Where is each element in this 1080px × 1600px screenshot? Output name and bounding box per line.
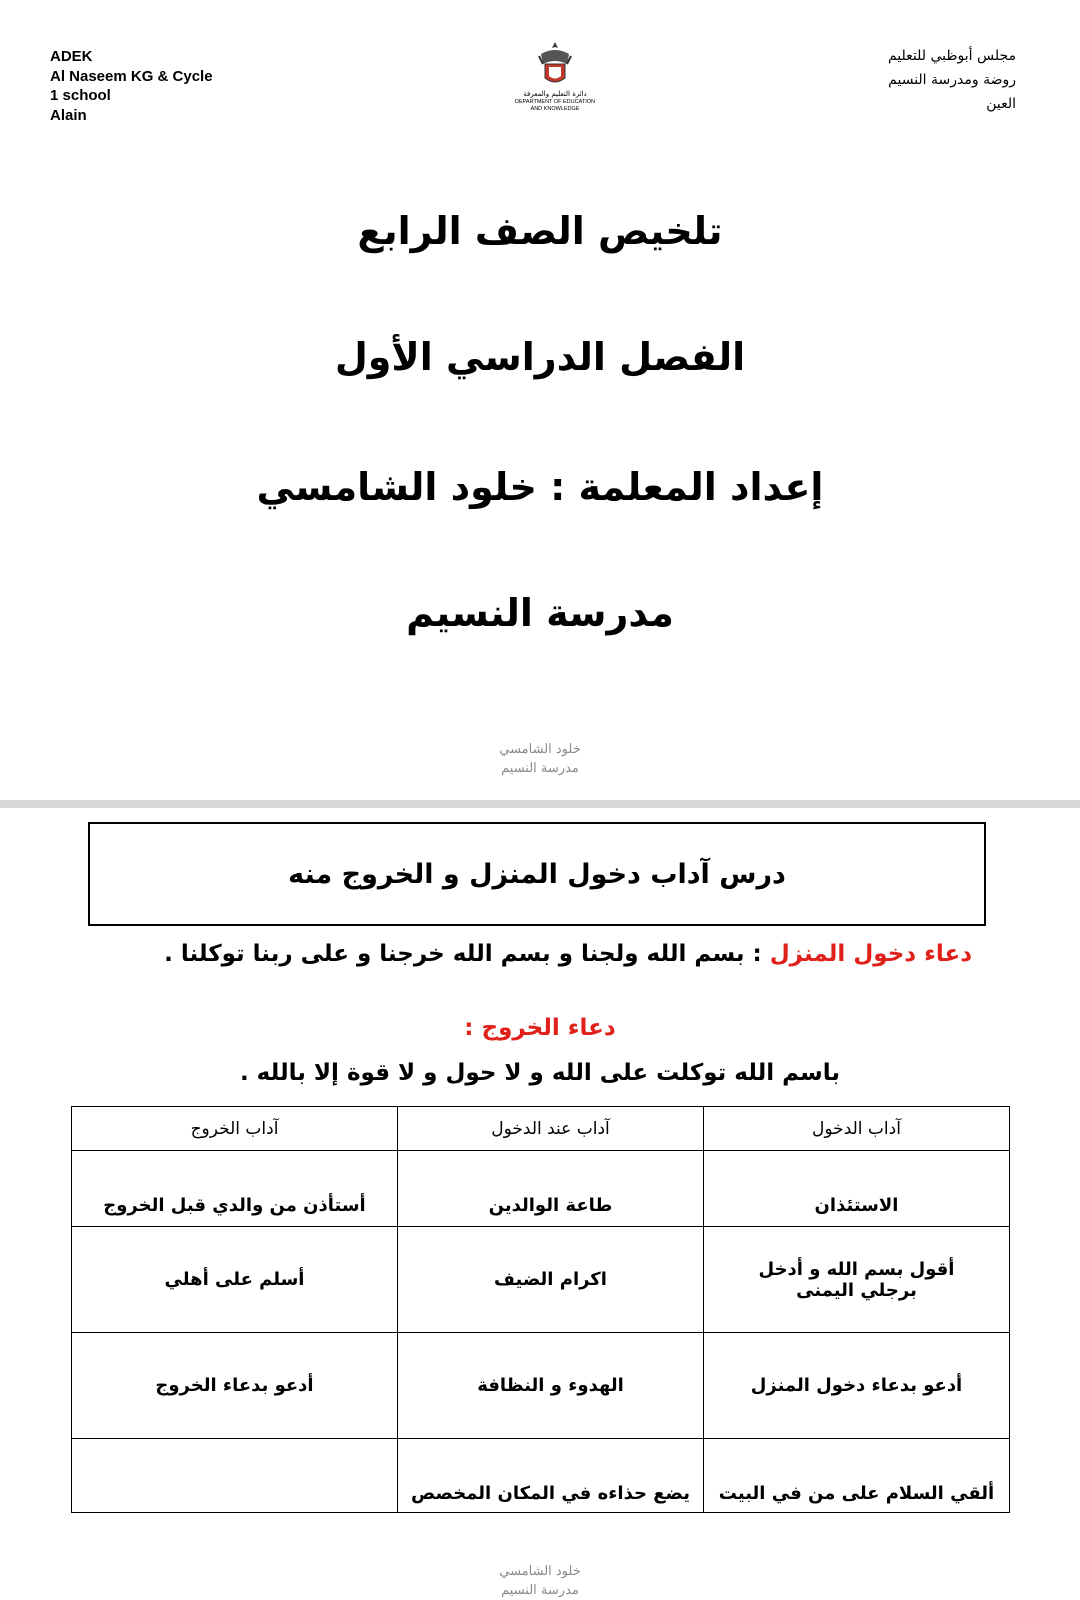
entry-dua-label: دعاء دخول المنزل (769, 941, 972, 967)
page-separator (0, 800, 1080, 808)
table-cell: أقول بسم الله و أدخل برجلي اليمنى (704, 1227, 1010, 1333)
cover-teacher: إعداد المعلمة : خلود الشامسي (256, 465, 824, 509)
table-cell: أدعو بدعاء دخول المنزل (704, 1333, 1010, 1439)
table-row (72, 1227, 1010, 1333)
cover-school: مدرسة النسيم (406, 591, 674, 635)
table-cell (72, 1439, 398, 1513)
watermark-line: خلود الشامسي (499, 1564, 581, 1579)
watermark-line: مدرسة النسيم (501, 1583, 579, 1598)
logo-english-text-2: AND KNOWLEDGE (530, 106, 580, 112)
table-cell: يضع حذاءه في المكان المخصص (398, 1439, 704, 1513)
header-english (50, 47, 213, 125)
table-row (72, 1333, 1010, 1439)
header-en-line: Alain (50, 106, 87, 124)
table-cell: طاعة الوالدين (398, 1151, 704, 1227)
table-header-cell: آداب الدخول (704, 1107, 1010, 1151)
header-en-line: Al Naseem KG & Cycle (50, 67, 213, 85)
lesson-page (0, 808, 1080, 1599)
entry-dua-text: : بسم الله ولجنا و بسم الله خرجنا و على ربنا توكلنا . (164, 941, 770, 967)
table-cell: الاستئذان (704, 1151, 1010, 1227)
header-en-line: 1 school (50, 87, 111, 104)
table-header-cell: آداب الخروج (72, 1107, 398, 1151)
lesson-title-box (88, 822, 986, 926)
table-cell: الهدوء و النظافة (398, 1333, 704, 1439)
watermark (0, 740, 1080, 778)
header-ar-line: العين (986, 96, 1016, 112)
header-arabic (888, 44, 1016, 116)
logo-arabic-text: دائرة التعليم والمعرفة (523, 90, 587, 98)
table-cell: اكرام الضيف (398, 1227, 704, 1333)
watermark-line: خلود الشامسي (499, 742, 581, 757)
entry-dua (72, 936, 972, 972)
table-cell: أستأذن من والدي قبل الخروج (72, 1151, 398, 1227)
watermark-line: مدرسة النسيم (501, 761, 579, 776)
table-cell: أدعو بدعاء الخروج (72, 1333, 398, 1439)
table-cell: ألقي السلام على من في البيت (704, 1439, 1010, 1513)
ministry-logo (505, 40, 605, 120)
watermark (0, 1562, 1080, 1600)
table-header-row (72, 1107, 1010, 1151)
header-ar-line: مجلس أبوظبي للتعليم (887, 48, 1016, 64)
logo-english-text-1: DEPARTMENT OF EDUCATION (515, 99, 595, 105)
exit-dua-text: باسم الله توكلت على الله و لا حول و لا قوة إلا بالله . (239, 1060, 841, 1086)
falcon-emblem-icon (535, 40, 575, 90)
manners-table (71, 1106, 1010, 1513)
exit-dua-label: دعاء الخروج : (464, 1015, 616, 1041)
table-row (72, 1151, 1010, 1227)
table-row (72, 1439, 1010, 1513)
header-en-line: ADEK (50, 48, 93, 65)
lesson-title: درس آداب دخول المنزل و الخروج منه (288, 858, 786, 890)
header-ar-line: روضة ومدرسة النسيم (888, 72, 1016, 88)
table-header-cell: آداب عند الدخول (398, 1107, 704, 1151)
cover-title: تلخيص الصف الرابع (357, 209, 723, 253)
cover-semester: الفصل الدراسي الأول (334, 335, 746, 379)
table-cell: أسلم على أهلي (72, 1227, 398, 1333)
